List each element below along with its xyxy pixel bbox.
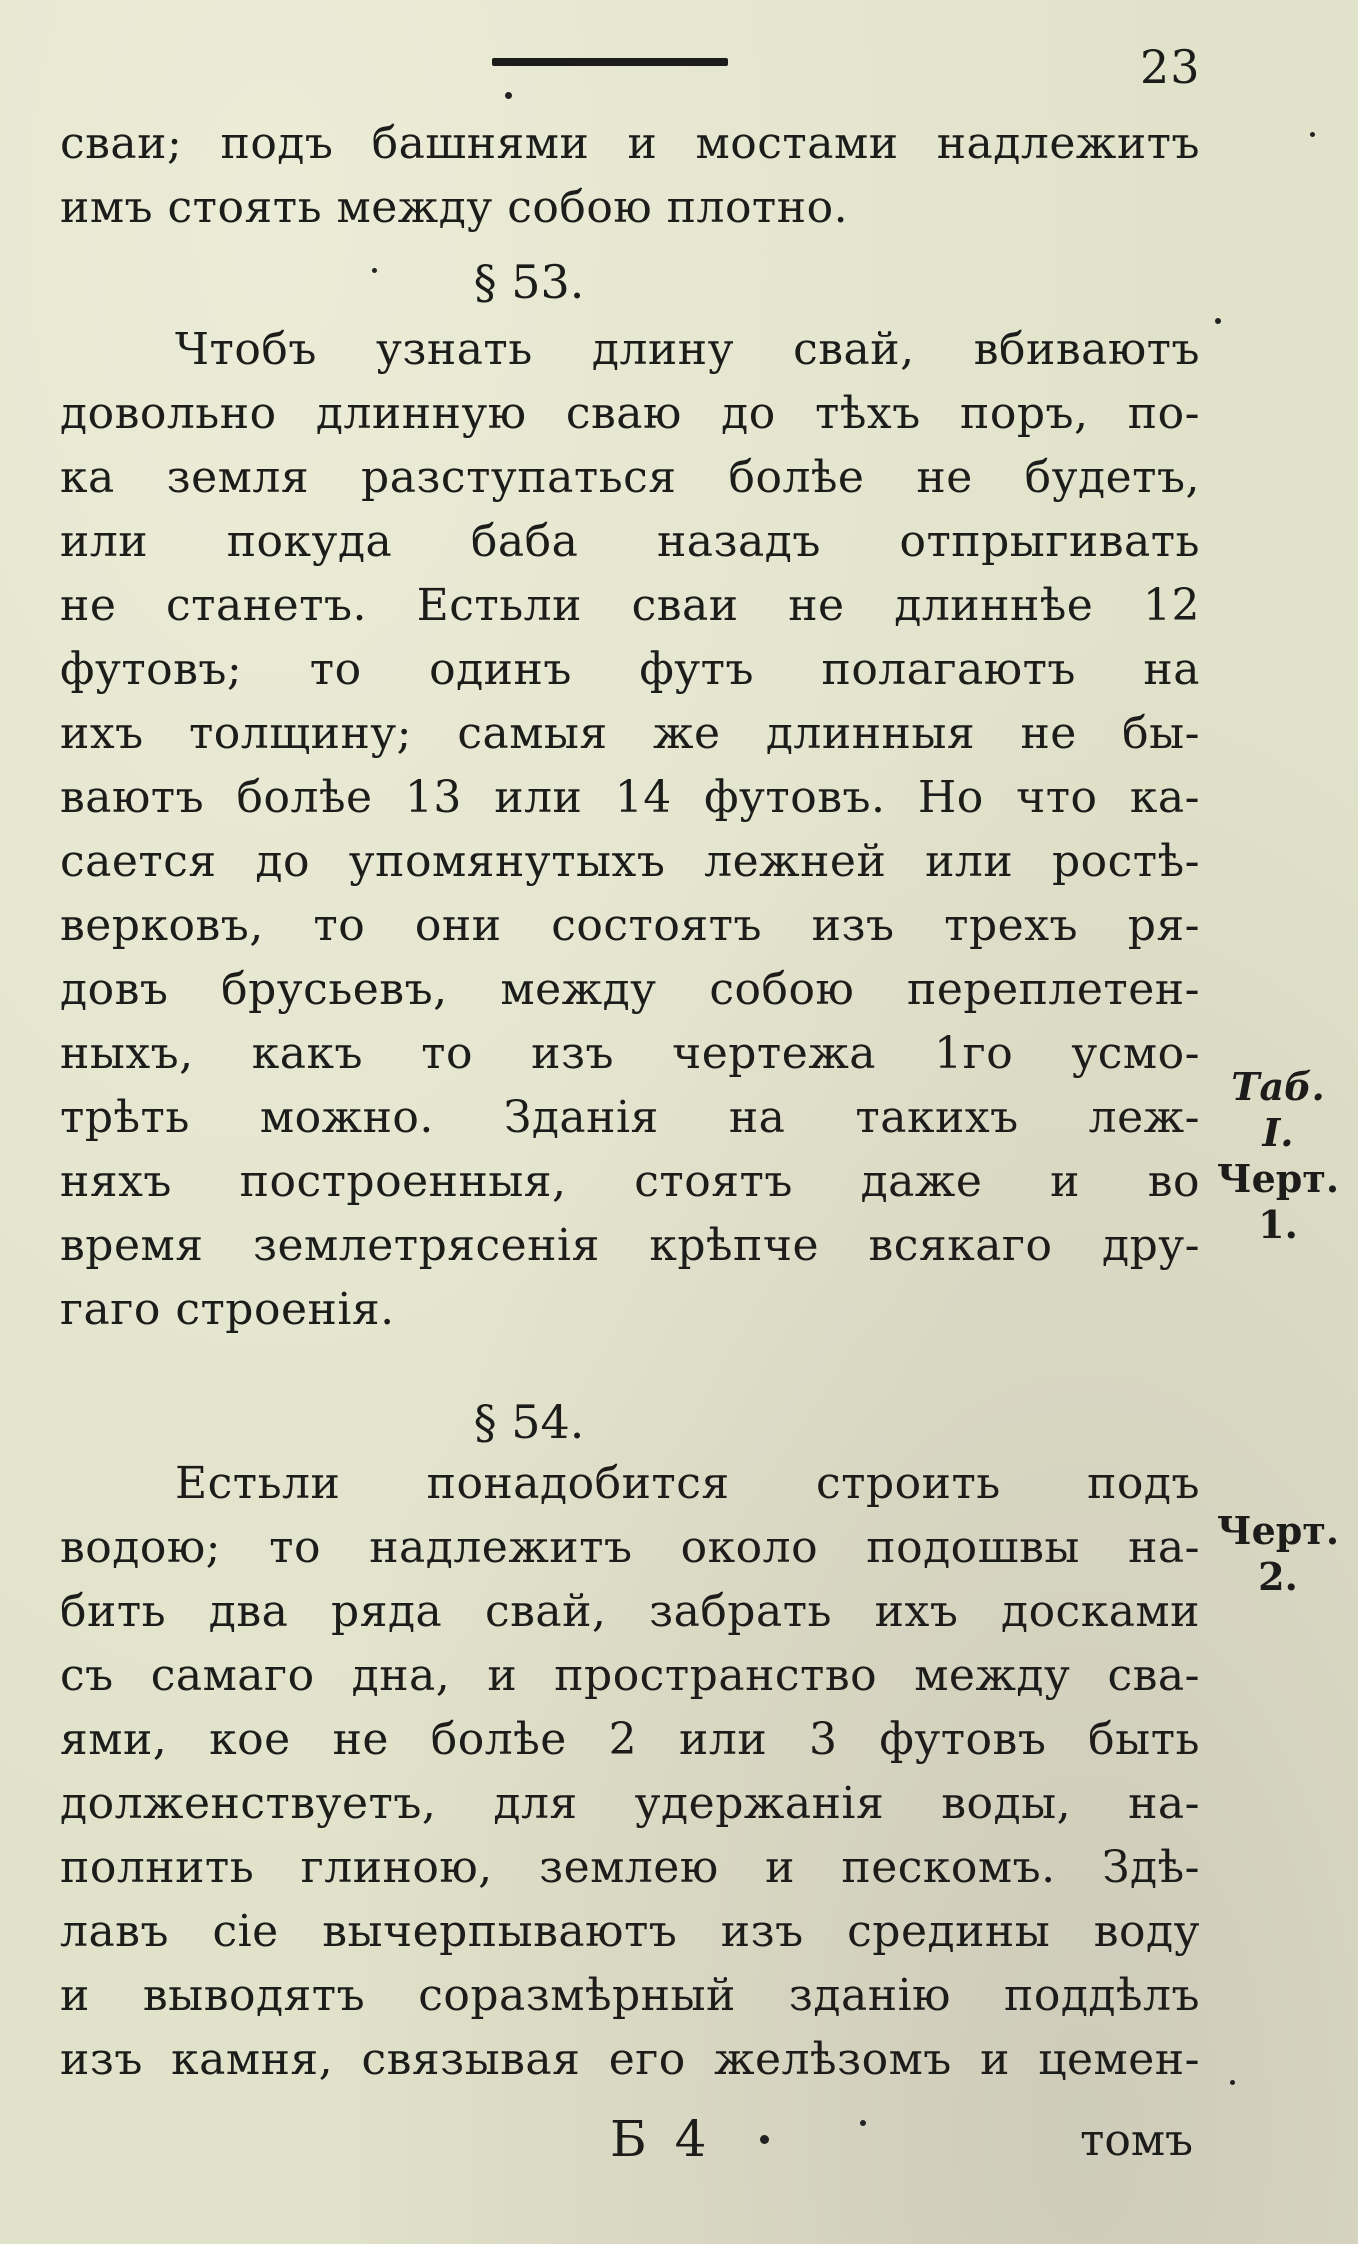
text-line: трѣть можно. Зданія на такихъ леж- [60,1092,1200,1143]
margin-note-line: 1. [1258,1202,1298,1247]
margin-note-line: Таб. [1231,1064,1325,1109]
text-line: не станетъ. Естьли сваи не длиннѣе 12 [60,580,1200,631]
text-line: довъ брусьевъ, между собою переплетен- [60,964,1200,1015]
text-line: и выводятъ соразмѣрный зданію поддѣлъ [60,1970,1200,2021]
margin-note-line: I. [1262,1110,1294,1155]
paragraph-section-54 [60,1452,1200,2092]
ink-speck [860,2120,866,2126]
margin-note-drawing-2 [1208,1508,1348,1600]
margin-note-line: 2. [1258,1554,1298,1599]
text-line: время землетрясенія крѣпче всякаго дру- [60,1220,1200,1271]
header-rule [492,58,728,66]
text-line: гаго строенія. [60,1284,395,1335]
text-line: имъ стоять между собою плотно. [60,182,849,233]
text-line: довольно длинную сваю до тѣхъ поръ, по- [60,388,1200,439]
text-line: ихъ толщину; самыя же длинныя не бы- [60,708,1200,759]
margin-note-table-1 [1208,1064,1348,1248]
signature-mark: Б 4 [610,2110,713,2168]
margin-note-line: Черт. [1216,1508,1340,1553]
text-line: изъ камня, связывая его желѣзомъ и цемен- [60,2034,1200,2085]
section-mark-53: § 53. [473,255,585,309]
ink-speck [1310,132,1315,137]
text-line: лавъ сіе вычерпываютъ изъ средины воду [60,1906,1200,1957]
ink-speck [372,268,377,273]
text-line: верковъ, то они состоятъ изъ трехъ ря- [60,900,1200,951]
text-line: футовъ; то одинъ футъ полагаютъ на [60,644,1200,695]
text-line: ваютъ болѣе 13 или 14 футовъ. Но что ка- [60,772,1200,823]
text-line: долженствуетъ, для удержанія воды, на- [60,1778,1200,1829]
text-line: Естьли понадобится строить подъ [175,1458,1200,1509]
paragraph-section-53 [60,318,1200,1342]
ink-speck [1230,2080,1235,2085]
margin-note-line: Черт. [1216,1156,1340,1201]
catchword: томъ [1080,2115,1194,2166]
text-line: ями, кое не болѣе 2 или 3 футовъ быть [60,1714,1200,1765]
text-line: ка земля разступаться болѣе не будетъ, [60,452,1200,503]
text-line: водою; то надлежитъ около подошвы на- [60,1522,1200,1573]
ink-speck [760,2135,769,2144]
ink-speck [1215,318,1221,324]
text-line: ныхъ, какъ то изъ чертежа 1го усмо- [60,1028,1200,1079]
text-line: полнить глиною, землею и пескомъ. Здѣ- [60,1842,1200,1893]
text-line: съ самаго дна, и пространство между сва- [60,1650,1200,1701]
ink-speck [505,92,512,99]
text-line: Чтобъ узнать длину свай, вбиваютъ [175,324,1200,375]
text-line: няхъ построенныя, стоятъ даже и во [60,1156,1200,1207]
page-number: 23 [1140,40,1201,94]
text-line: сваи; подъ башнями и мостами надлежитъ [60,118,1200,169]
carryover-paragraph [60,112,1200,240]
text-line: бить два ряда свай, забрать ихъ досками [60,1586,1200,1637]
text-line: сается до упомянутыхъ лежней или ростѣ- [60,836,1200,887]
text-line: или покуда баба назадъ отпрыгивать [60,516,1200,567]
section-mark-54: § 54. [473,1395,585,1449]
